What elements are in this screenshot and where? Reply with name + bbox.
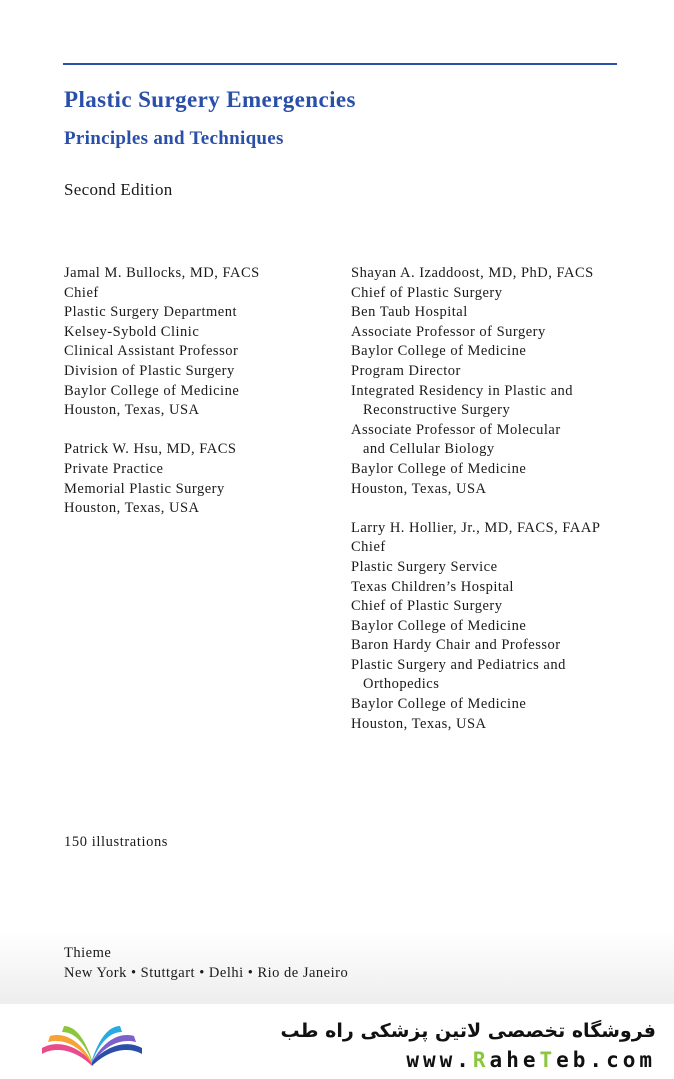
author-affiliation-line: Private Practice [64,460,164,477]
author-affiliation-line: Baylor College of Medicine [64,382,240,399]
author-affiliation-line: Chief of Plastic Surgery [351,284,503,301]
publisher-name: Thieme [64,945,112,961]
author-affiliation-line: Chief [351,539,386,556]
author-affiliation-line: Baylor College of Medicine [351,343,527,360]
author-affiliation-line: Ben Taub Hospital [351,304,468,321]
url-suffix: eb.com [556,1048,656,1072]
author-affiliation-line: Plastic Surgery Service [351,558,498,575]
author-name: Shayan A. Izaddoost, MD, PhD, FACS [351,265,594,281]
book-title: Plastic Surgery Emergencies [64,87,356,112]
author-affiliation-line: Chief [64,284,99,301]
author-affiliation-line: Texas Children’s Hospital [351,578,514,595]
author-affiliation-line: Houston, Texas, USA [351,480,487,497]
author-affiliation-line: Baylor College of Medicine [351,617,527,634]
author-affiliation-line: Houston, Texas, USA [64,402,200,419]
store-banner[interactable] [0,1004,674,1079]
open-book-icon [36,1014,148,1070]
author-affiliation-line: Associate Professor of Surgery [351,323,546,340]
author-affiliation-line: Kelsey-Sybold Clinic [64,323,200,340]
book-subtitle: Principles and Techniques [64,128,284,149]
author-block-hsu [64,440,334,518]
author-block-hollier [351,519,651,735]
authors-left-column [64,264,334,538]
author-affiliation-line: Orthopedics [363,676,440,693]
author-affiliation-line: Division of Plastic Surgery [64,362,235,379]
author-affiliation-line: Baylor College of Medicine [351,696,527,713]
author-affiliation-line: Houston, Texas, USA [64,500,200,517]
author-affiliation-line: Houston, Texas, USA [351,715,487,732]
publisher-block [64,944,348,983]
author-block-bullocks [64,264,334,421]
url-prefix: www. [406,1048,473,1072]
author-affiliation-line: Clinical Assistant Professor [64,343,239,360]
url-accent: R [472,1048,490,1072]
author-affiliation-line: Program Director [351,362,461,379]
illustrations-count: 150 illustrations [64,834,169,850]
author-affiliation-line: Baron Hardy Chair and Professor [351,637,561,654]
author-affiliation-line: Plastic Surgery and Pediatrics and [351,656,566,673]
title-rule [63,63,617,65]
author-affiliation-line: Reconstructive Surgery [363,402,511,419]
author-name: Jamal M. Bullocks, MD, FACS [64,265,260,281]
author-affiliation-line: and Cellular Biology [363,441,495,458]
book-edition: Second Edition [64,180,173,199]
author-name: Patrick W. Hsu, MD, FACS [64,441,237,458]
publisher-cities: New York • Stuttgart • Delhi • Rio de Janeiro [64,964,349,981]
author-block-izaddoost [351,264,651,499]
authors-right-column [351,264,651,754]
author-affiliation-line: Integrated Residency in Plastic and [351,382,574,399]
author-affiliation-line: Chief of Plastic Surgery [351,598,503,615]
author-affiliation-line: Plastic Surgery Department [64,304,238,321]
author-affiliation-line: Associate Professor of Molecular [351,421,561,438]
url-accent-2: T [539,1048,557,1072]
author-name: Larry H. Hollier, Jr., MD, FACS, FAAP [351,519,601,536]
author-affiliation-line: Baylor College of Medicine [351,460,527,477]
url-mid: ahe [489,1048,540,1072]
store-url-link[interactable] [406,1048,656,1072]
store-name: فروشگاه تخصصی لاتین پزشکی راه طب [280,1020,656,1042]
author-affiliation-line: Memorial Plastic Surgery [64,480,225,497]
